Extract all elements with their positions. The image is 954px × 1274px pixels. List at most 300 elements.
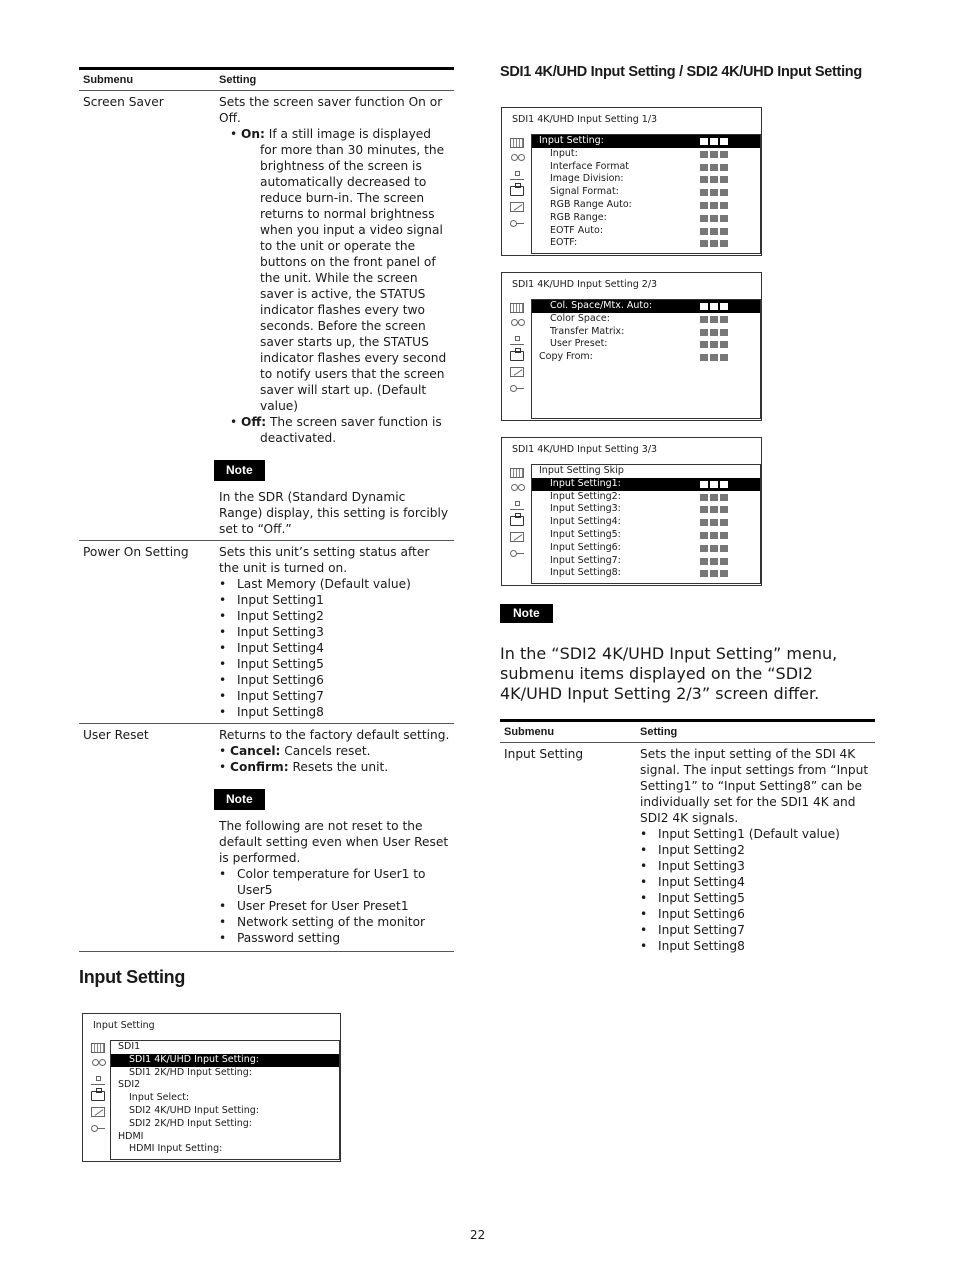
option-text: Resets the unit. — [292, 760, 389, 774]
setting-description: Returns to the factory default setting. — [219, 728, 450, 742]
menu-item-label: Color Space: — [550, 312, 610, 324]
value-block — [720, 215, 728, 222]
menu-item[interactable] — [532, 491, 760, 504]
value-block — [720, 303, 728, 310]
value-block — [710, 558, 718, 565]
grid-icon — [510, 468, 524, 478]
menu-list — [531, 134, 761, 254]
menu-item-value — [700, 138, 728, 145]
value-block — [720, 329, 728, 336]
menu-item[interactable] — [532, 199, 760, 212]
value-block — [710, 151, 718, 158]
toolbox-icon — [510, 351, 524, 361]
bullet: • — [219, 899, 227, 913]
menu-item-value — [700, 228, 728, 235]
sdi1-4k-screen-2 — [501, 272, 762, 421]
right-settings-table — [500, 719, 875, 957]
menu-icon-column — [506, 468, 528, 564]
value-block — [720, 176, 728, 183]
bullet: • — [219, 625, 227, 639]
list-item-text: Input Setting3 — [237, 625, 324, 639]
list-item-text: Password setting — [237, 931, 341, 945]
value-block — [700, 558, 708, 565]
left-settings-table — [79, 67, 454, 952]
list-item: • Off: The screen saver function is deactivated. — [230, 415, 442, 445]
menu-item-label: SDI1 2K/HD Input Setting: — [129, 1066, 252, 1078]
value-block — [700, 354, 708, 361]
option-label: On: — [241, 127, 265, 141]
menu-item-value — [700, 570, 728, 577]
grid-icon — [510, 303, 524, 313]
menu-item[interactable] — [532, 237, 760, 250]
menu-item-label: Copy From: — [539, 351, 593, 363]
value-block — [710, 316, 718, 323]
menu-item-label: Input: — [550, 147, 578, 159]
value-block — [700, 532, 708, 539]
people-icon — [510, 319, 524, 329]
menu-item-label: EOTF: — [550, 237, 578, 249]
value-block — [710, 506, 718, 513]
list-item — [219, 688, 450, 704]
table-header — [500, 719, 875, 743]
option-label: Confirm: — [230, 760, 289, 774]
edit-icon — [91, 1107, 105, 1117]
value-block — [720, 354, 728, 361]
list-item-text: Input Setting7 — [237, 689, 324, 703]
setting-cell — [215, 541, 454, 723]
list-item-text: Input Setting8 — [237, 705, 324, 719]
menu-item-label: Interface Format — [550, 160, 630, 172]
bullet: • — [640, 939, 648, 953]
menu-item-label: SDI2 2K/HD Input Setting: — [129, 1117, 252, 1129]
list-item — [640, 826, 871, 842]
menu-item[interactable] — [532, 326, 760, 339]
value-block — [700, 481, 708, 488]
value-block — [720, 189, 728, 196]
menu-list — [531, 299, 761, 419]
network-icon — [91, 1075, 105, 1085]
value-block — [720, 481, 728, 488]
value-block — [720, 570, 728, 577]
menu-item-label: SDI2 4K/UHD Input Setting: — [129, 1104, 259, 1116]
list-item: • Confirm: Resets the unit. — [219, 760, 389, 774]
network-icon — [510, 170, 524, 180]
page-number: 22 — [470, 1228, 486, 1242]
menu-item[interactable] — [532, 503, 760, 516]
menu-item-label: Input Setting6: — [550, 541, 621, 553]
note-text: The following are not reset to the default setting even when User Reset is performed. — [219, 819, 449, 865]
list-item-text: Input Setting4 — [658, 875, 745, 889]
bullet: • — [219, 641, 227, 655]
menu-item[interactable] — [532, 516, 760, 529]
bullet: • — [640, 907, 648, 921]
list-item — [219, 672, 450, 688]
menu-item-label: Input Setting5: — [550, 528, 621, 540]
note-text: In the “SDI2 4K/UHD Input Setting” menu, submenu items displayed on the “SDI2 4K/UHD Input Setting 2/3” screen differ. — [500, 644, 838, 703]
menu-item-value — [700, 240, 728, 247]
header-submenu: Submenu — [504, 726, 555, 738]
menu-icon-column — [87, 1043, 109, 1139]
menu-item[interactable] — [532, 567, 760, 580]
list-item-text: Input Setting4 — [237, 641, 324, 655]
menu-item-label: Image Division: — [550, 173, 624, 185]
list-item-text: Input Setting5 — [658, 891, 745, 905]
value-block — [710, 240, 718, 247]
menu-item[interactable] — [532, 542, 760, 555]
header-setting: Setting — [219, 74, 257, 86]
menu-item[interactable] — [532, 161, 760, 174]
menu-item-label: HDMI Input Setting: — [129, 1143, 223, 1155]
value-block — [710, 519, 718, 526]
menu-item[interactable] — [532, 555, 760, 568]
value-block — [710, 481, 718, 488]
setting-description: Sets this unit’s setting status after the unit is turned on. — [219, 545, 430, 575]
menu-item[interactable] — [532, 225, 760, 238]
menu-item-label: Input Setting7: — [550, 554, 621, 566]
bullet: • — [219, 867, 227, 881]
section-heading-sdi-4k: SDI1 4K/UHD Input Setting / SDI2 4K/UHD Input Setting — [500, 64, 862, 80]
menu-item-label: User Preset: — [550, 338, 608, 350]
list-item — [219, 914, 450, 930]
menu-item-value — [700, 506, 728, 513]
menu-item[interactable] — [532, 148, 760, 161]
bullet: • — [640, 827, 648, 841]
menu-item-value — [700, 481, 728, 488]
edit-icon — [510, 202, 524, 212]
list-item-text: Input Setting6 — [237, 673, 324, 687]
value-block — [720, 506, 728, 513]
people-icon — [510, 154, 524, 164]
menu-item[interactable] — [532, 212, 760, 225]
key-icon — [510, 218, 524, 228]
value-block — [710, 164, 718, 171]
list-item-text: Input Setting3 — [658, 859, 745, 873]
menu-item-label: SDI2 — [118, 1079, 141, 1091]
menu-item-value — [700, 532, 728, 539]
grid-icon — [510, 138, 524, 148]
menu-item[interactable] — [532, 313, 760, 326]
menu-item-value — [700, 164, 728, 171]
bullet: • — [219, 689, 227, 703]
menu-item-value — [700, 189, 728, 196]
option-label: Cancel: — [230, 744, 281, 758]
menu-item[interactable] — [111, 1054, 339, 1067]
menu-item-label: HDMI — [118, 1130, 144, 1142]
list-item-text: Input Setting8 — [658, 939, 745, 953]
people-icon — [91, 1059, 105, 1069]
value-block — [700, 151, 708, 158]
menu-item-value — [700, 558, 728, 565]
note-badge: Note — [500, 604, 553, 623]
menu-item-label: Signal Format: — [550, 186, 619, 198]
bullet: • — [219, 673, 227, 687]
list-item — [219, 704, 450, 720]
value-block — [700, 506, 708, 513]
list-item — [640, 874, 871, 890]
setting-description: Sets the screen saver function On or Off. — [219, 95, 443, 125]
value-block — [720, 164, 728, 171]
menu-item-value — [700, 494, 728, 501]
grid-icon — [91, 1043, 105, 1053]
option-text: If a still image is displayed for more than 30 minutes, the brightness of the screen is automatically decreased to reduce burn-in. The screen returns to normal brightness when you input a video signal to the unit or operate the buttons on the front panel of the unit. While the screen saver is active, the STATUS indicator flashes every two seconds. Before the screen saver starts up, the STATUS indicator flashes every second to notify users that the screen saver will start up. (Default value) — [260, 127, 447, 413]
menu-item[interactable] — [532, 186, 760, 199]
network-icon — [510, 335, 524, 345]
value-block — [720, 316, 728, 323]
sdi1-4k-screen-1 — [501, 107, 762, 256]
value-block — [700, 138, 708, 145]
value-block — [720, 519, 728, 526]
edit-icon — [510, 532, 524, 542]
list-item — [640, 938, 871, 954]
menu-item[interactable] — [532, 338, 760, 351]
table-row-user-reset — [79, 724, 454, 952]
menu-item[interactable] — [111, 1118, 339, 1131]
menu-item-label: RGB Range: — [550, 211, 607, 223]
submenu-name: Input Setting — [504, 747, 584, 761]
menu-item-label: Col. Space/Mtx. Auto: — [550, 300, 653, 311]
value-block — [720, 341, 728, 348]
bullet: • — [219, 931, 227, 945]
menu-item-label: Input Select: — [129, 1092, 190, 1104]
value-block — [710, 176, 718, 183]
menu-item-label: SDI1 4K/UHD Input Setting: — [129, 1053, 259, 1065]
screen-title: Input Setting — [93, 1020, 155, 1031]
list-item — [219, 576, 450, 592]
value-block — [710, 228, 718, 235]
menu-item-label: Input Setting3: — [550, 503, 621, 515]
value-block — [710, 354, 718, 361]
value-block — [700, 176, 708, 183]
bullet: • — [640, 875, 648, 889]
bullet: • — [219, 577, 227, 591]
list-item — [219, 640, 450, 656]
note-text: In the SDR (Standard Dynamic Range) display, this setting is forcibly set to “Off.” — [219, 490, 449, 536]
menu-item-label: SDI1 — [118, 1041, 141, 1052]
list-item — [640, 922, 871, 938]
value-block — [710, 303, 718, 310]
input-setting-screen — [82, 1013, 341, 1162]
table-row-input-setting — [500, 743, 875, 957]
menu-icon-column — [506, 138, 528, 234]
menu-item[interactable] — [111, 1092, 339, 1105]
network-icon — [510, 500, 524, 510]
key-icon — [91, 1123, 105, 1133]
list-item — [640, 842, 871, 858]
bullet: • — [219, 593, 227, 607]
toolbox-icon — [91, 1091, 105, 1101]
value-block — [720, 558, 728, 565]
value-block — [700, 189, 708, 196]
menu-item-label: RGB Range Auto: — [550, 198, 632, 210]
value-block — [700, 202, 708, 209]
list-item — [640, 858, 871, 874]
menu-item[interactable] — [532, 300, 760, 313]
submenu-name: Power On Setting — [83, 545, 189, 559]
value-block — [700, 519, 708, 526]
value-block — [710, 570, 718, 577]
option-label: Off: — [241, 415, 267, 429]
list-item — [219, 608, 450, 624]
list-item — [219, 898, 450, 914]
setting-cell — [215, 91, 454, 540]
value-block — [700, 341, 708, 348]
value-block — [700, 329, 708, 336]
value-block — [700, 570, 708, 577]
menu-item-value — [700, 329, 728, 336]
setting-description: Sets the input setting of the SDI 4K signal. The input settings from “Input Setting1” to “Input Setting8” can be individually set for the SDI1 4K and SDI2 4K signals. — [640, 747, 869, 825]
menu-item[interactable] — [532, 351, 760, 364]
value-block — [720, 494, 728, 501]
value-block — [720, 532, 728, 539]
menu-item-value — [700, 215, 728, 222]
menu-item-value — [700, 545, 728, 552]
input-setting-options-list — [640, 826, 871, 954]
value-block — [700, 215, 708, 222]
value-block — [700, 545, 708, 552]
list-item-text: Input Setting2 — [658, 843, 745, 857]
list-item — [219, 930, 450, 946]
value-block — [700, 316, 708, 323]
bullet: • — [640, 859, 648, 873]
list-item-text: Input Setting2 — [237, 609, 324, 623]
toolbox-icon — [510, 186, 524, 196]
menu-item[interactable] — [532, 173, 760, 186]
value-block — [710, 215, 718, 222]
menu-item[interactable] — [532, 135, 760, 148]
submenu-name: Screen Saver — [83, 95, 164, 109]
value-block — [720, 228, 728, 235]
value-block — [720, 138, 728, 145]
option-text: Cancels reset. — [284, 744, 371, 758]
list-item — [219, 656, 450, 672]
list-item — [219, 592, 450, 608]
list-item-text: Color temperature for User1 to User5 — [237, 867, 426, 897]
menu-item[interactable] — [111, 1079, 339, 1092]
menu-item[interactable] — [111, 1067, 339, 1080]
menu-item-label: Input Setting Skip — [539, 465, 624, 476]
list-item-text: Input Setting7 — [658, 923, 745, 937]
menu-item[interactable] — [111, 1041, 339, 1054]
list-item-text: Input Setting1 (Default value) — [658, 827, 840, 841]
value-block — [700, 240, 708, 247]
list-item-text: Input Setting1 — [237, 593, 324, 607]
table-header — [79, 67, 454, 91]
edit-icon — [510, 367, 524, 377]
list-item: • On: If a still image is displayed for more than 30 minutes, the brightness of the screen is automatically decreased to reduce burn-in. The screen returns to normal brightness when you input a video signal to the unit or operate the buttons on the front panel of the unit. While the screen saver is active, the STATUS indicator flashes every two seconds. Before the screen saver starts up, the STATUS indicator flashes every second to notify users that the screen saver will start up. (Default value) — [230, 127, 447, 413]
value-block — [700, 494, 708, 501]
menu-item[interactable] — [111, 1143, 339, 1156]
bullet: • — [219, 705, 227, 719]
menu-item[interactable] — [111, 1105, 339, 1118]
menu-item-label: Transfer Matrix: — [550, 325, 625, 337]
note-badge: Note — [214, 460, 265, 481]
list-item-text: Network setting of the monitor — [237, 915, 426, 929]
value-block — [710, 329, 718, 336]
key-icon — [510, 548, 524, 558]
bullet: • — [640, 923, 648, 937]
menu-item[interactable] — [532, 478, 760, 491]
header-setting: Setting — [640, 726, 678, 738]
menu-item-label: Input Setting: — [539, 135, 604, 146]
people-icon — [510, 484, 524, 494]
value-block — [710, 545, 718, 552]
menu-item-value — [700, 354, 728, 361]
value-block — [710, 138, 718, 145]
value-block — [700, 164, 708, 171]
screen-title: SDI1 4K/UHD Input Setting 3/3 — [512, 444, 658, 455]
screen-title: SDI1 4K/UHD Input Setting 2/3 — [512, 279, 658, 290]
setting-cell — [636, 743, 875, 957]
table-row-power-on — [79, 541, 454, 724]
menu-list — [531, 464, 761, 584]
list-item-text: Input Setting6 — [658, 907, 745, 921]
menu-item-value — [700, 519, 728, 526]
menu-item-label: Input Setting8: — [550, 567, 621, 579]
value-block — [700, 303, 708, 310]
menu-item-value — [700, 316, 728, 323]
bullet: • — [219, 657, 227, 671]
value-block — [720, 151, 728, 158]
value-block — [710, 494, 718, 501]
menu-item[interactable] — [532, 529, 760, 542]
value-block — [700, 228, 708, 235]
menu-item-value — [700, 176, 728, 183]
menu-item-value — [700, 202, 728, 209]
list-item — [640, 906, 871, 922]
header-submenu: Submenu — [83, 74, 134, 86]
bullet: • — [219, 915, 227, 929]
bullet: • — [640, 843, 648, 857]
setting-cell — [215, 724, 454, 951]
key-icon — [510, 383, 524, 393]
menu-item-value — [700, 151, 728, 158]
value-block — [720, 202, 728, 209]
list-item — [219, 866, 450, 898]
table-row-screen-saver — [79, 91, 454, 541]
menu-item[interactable] — [111, 1131, 339, 1144]
value-block — [720, 240, 728, 247]
menu-item-label: Input Setting4: — [550, 516, 621, 528]
list-item: • Cancel: Cancels reset. — [219, 744, 371, 758]
list-item-text: Input Setting5 — [237, 657, 324, 671]
menu-item[interactable] — [532, 465, 760, 478]
menu-item-value — [700, 303, 728, 310]
sdi1-4k-screen-3 — [501, 437, 762, 586]
submenu-name: User Reset — [83, 728, 149, 742]
value-block — [710, 189, 718, 196]
power-on-options-list — [219, 576, 450, 720]
not-reset-list — [219, 866, 450, 946]
section-heading-input-setting: Input Setting — [79, 967, 186, 987]
bullet: • — [219, 609, 227, 623]
note-badge: Note — [214, 789, 265, 810]
menu-item-label: EOTF Auto: — [550, 224, 604, 236]
value-block — [710, 532, 718, 539]
menu-list — [110, 1040, 340, 1160]
value-block — [710, 202, 718, 209]
list-item — [219, 624, 450, 640]
list-item-text: User Preset for User Preset1 — [237, 899, 409, 913]
option-text: The screen saver function is deactivated. — [260, 415, 442, 445]
screen-title: SDI1 4K/UHD Input Setting 1/3 — [512, 114, 658, 125]
bullet: • — [640, 891, 648, 905]
value-block — [720, 545, 728, 552]
list-item-text: Last Memory (Default value) — [237, 577, 411, 591]
value-block — [710, 341, 718, 348]
menu-item-value — [700, 341, 728, 348]
menu-item-label: Input Setting1: — [550, 477, 621, 489]
toolbox-icon — [510, 516, 524, 526]
